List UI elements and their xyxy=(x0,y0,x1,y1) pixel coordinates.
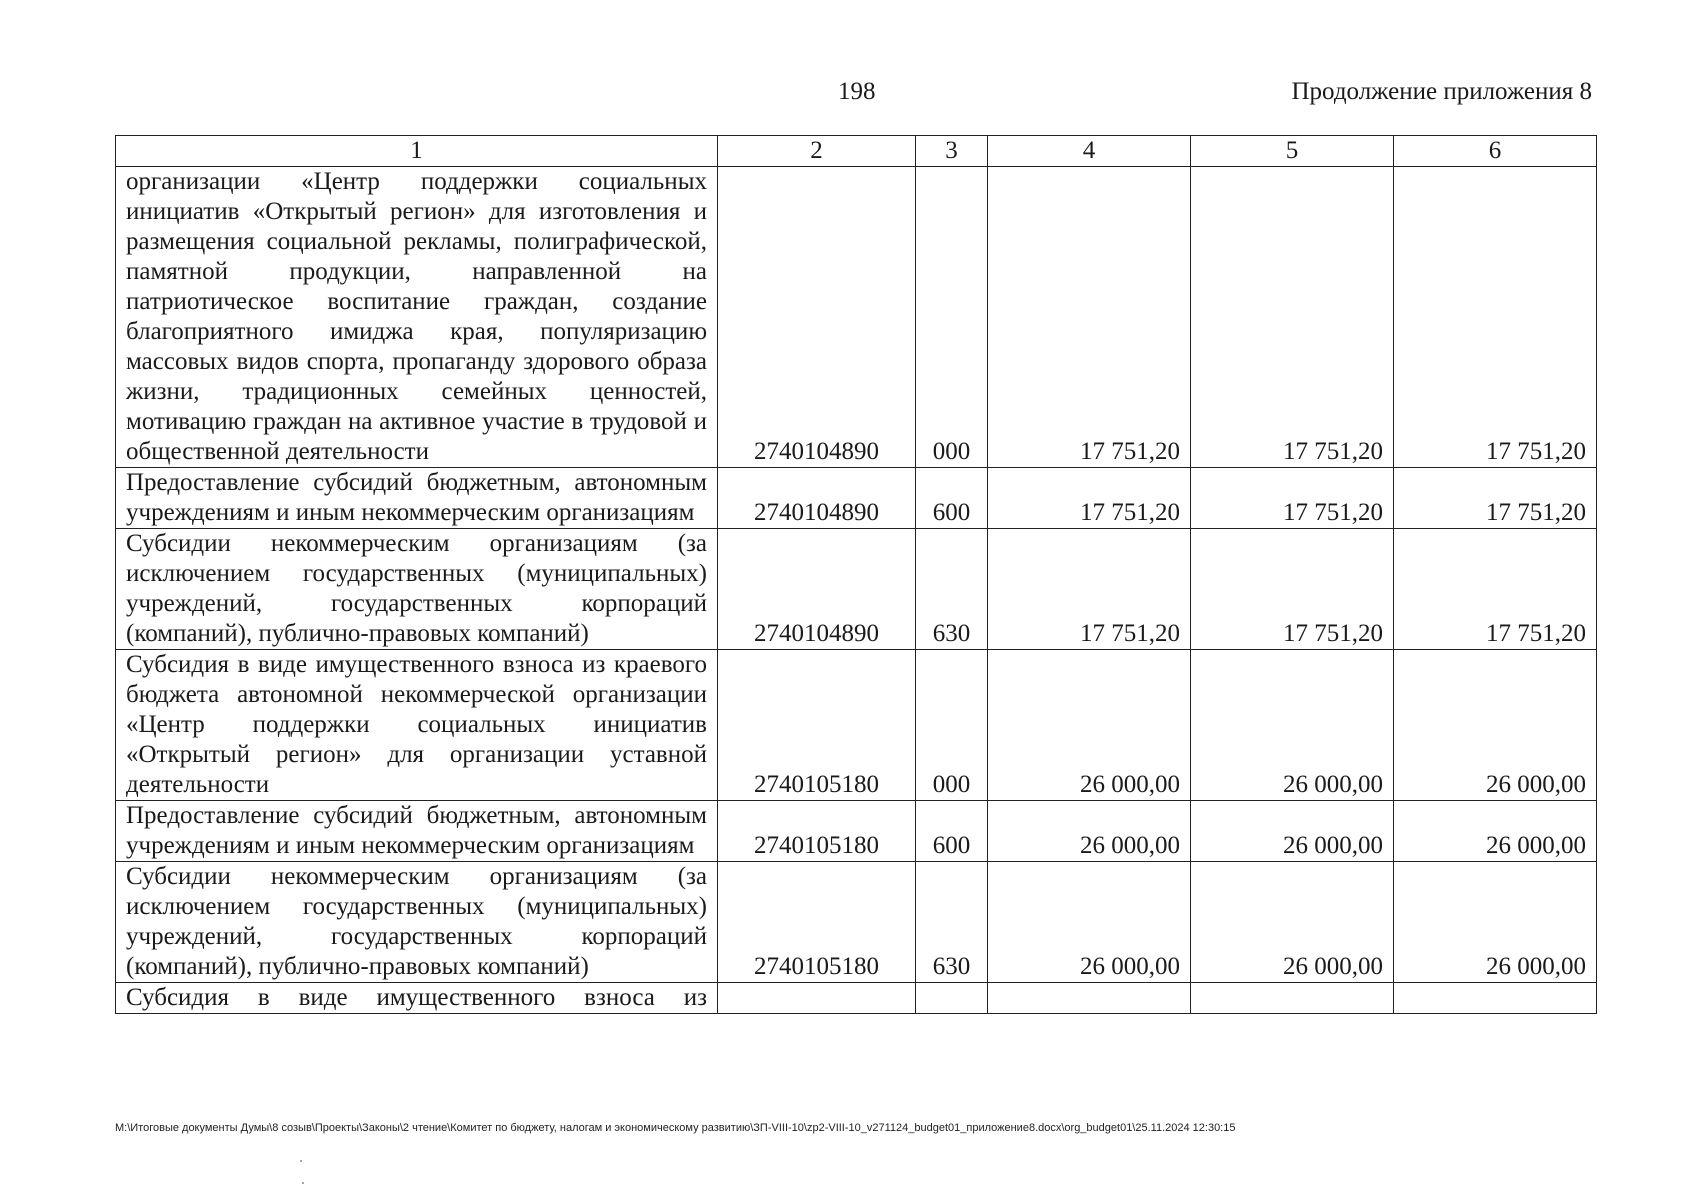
target-article-code: 2740105180 xyxy=(718,801,916,862)
column-header: 1 xyxy=(116,136,718,167)
column-header: 3 xyxy=(916,136,988,167)
expense-type-code: 630 xyxy=(916,529,988,650)
table-row xyxy=(116,167,1597,468)
amount-col-4: 17 751,20 xyxy=(988,468,1191,529)
expense-type-code xyxy=(916,983,988,1014)
table-row xyxy=(116,529,1597,650)
table-header-row xyxy=(116,136,1597,167)
table-row xyxy=(116,468,1597,529)
target-article-code: 2740104890 xyxy=(718,468,916,529)
target-article-code: 2740105180 xyxy=(718,650,916,801)
amount-col-4: 26 000,00 xyxy=(988,650,1191,801)
row-description: Субсидия в виде имущественного взноса из краевого бюджета автономной некоммерческой организации «Центр поддержки социальных инициатив «Открытый регион» для организации уставной деятельности xyxy=(116,650,718,801)
table-row xyxy=(116,650,1597,801)
target-article-code: 2740105180 xyxy=(718,862,916,983)
column-header: 5 xyxy=(1191,136,1394,167)
budget-table xyxy=(115,135,1597,1014)
row-description: Предоставление субсидий бюджетным, автономным учреждениям и иным некоммерческим организациям xyxy=(116,801,718,862)
row-description: Предоставление субсидий бюджетным, автономным учреждениям и иным некоммерческим организациям xyxy=(116,468,718,529)
expense-type-code: 000 xyxy=(916,167,988,468)
amount-col-5: 26 000,00 xyxy=(1191,650,1394,801)
expense-type-code: 600 xyxy=(916,801,988,862)
scan-speck xyxy=(302,1182,304,1184)
amount-col-4: 17 751,20 xyxy=(988,529,1191,650)
amount-col-6: 26 000,00 xyxy=(1394,801,1597,862)
amount-col-4: 17 751,20 xyxy=(988,167,1191,468)
amount-col-5: 17 751,20 xyxy=(1191,167,1394,468)
row-description: Субсидия в виде имущественного взноса из xyxy=(116,983,718,1014)
amount-col-4: 26 000,00 xyxy=(988,801,1191,862)
amount-col-6: 17 751,20 xyxy=(1394,167,1597,468)
amount-col-6: 17 751,20 xyxy=(1394,529,1597,650)
table-row xyxy=(116,862,1597,983)
row-description: Субсидии некоммерческим организациям (за исключением государственных (муниципальных) учреждений, государственных корпораций (компаний), публично-правовых компаний) xyxy=(116,529,718,650)
document-file-path: M:\Итоговые документы Думы\8 созыв\Проекты\Законы\2 чтение\Комитет по бюджету, налогам и экономическому развитию\ЗП-VIII-10\zp2-VIII-10_v271124_budget01_приложение8.docx\org_budget01\25.11.2024 12:30:15 xyxy=(115,1122,1236,1134)
target-article-code: 2740104890 xyxy=(718,167,916,468)
row-description: Субсидии некоммерческим организациям (за исключением государственных (муниципальных) учреждений, государственных корпораций (компаний), публично-правовых компаний) xyxy=(116,862,718,983)
expense-type-code: 000 xyxy=(916,650,988,801)
amount-col-6: 26 000,00 xyxy=(1394,862,1597,983)
amount-col-6 xyxy=(1394,983,1597,1014)
column-header: 6 xyxy=(1394,136,1597,167)
column-header: 4 xyxy=(988,136,1191,167)
row-description: организации «Центр поддержки социальных инициатив «Открытый регион» для изготовления и размещения социальной рекламы, полиграфической, памятной продукции, направленной на патриотическое воспитание граждан, создание благоприятного имиджа края, популяризацию массовых видов спорта, пропаганду здорового образа жизни, традиционных семейных ценностей, мотивацию граждан на активное участие в трудовой и общественной деятельности xyxy=(116,167,718,468)
amount-col-4 xyxy=(988,983,1191,1014)
appendix-continuation-label: Продолжение приложения 8 xyxy=(1291,78,1592,105)
target-article-code xyxy=(718,983,916,1014)
amount-col-5: 26 000,00 xyxy=(1191,862,1394,983)
amount-col-5: 26 000,00 xyxy=(1191,801,1394,862)
amount-col-5: 17 751,20 xyxy=(1191,468,1394,529)
amount-col-6: 26 000,00 xyxy=(1394,650,1597,801)
amount-col-6: 17 751,20 xyxy=(1394,468,1597,529)
table-row xyxy=(116,801,1597,862)
amount-col-5: 17 751,20 xyxy=(1191,529,1394,650)
target-article-code: 2740104890 xyxy=(718,529,916,650)
column-header: 2 xyxy=(718,136,916,167)
amount-col-4: 26 000,00 xyxy=(988,862,1191,983)
amount-col-5 xyxy=(1191,983,1394,1014)
expense-type-code: 600 xyxy=(916,468,988,529)
table-row xyxy=(116,983,1597,1014)
scan-speck xyxy=(300,1160,302,1162)
expense-type-code: 630 xyxy=(916,862,988,983)
page-number: 198 xyxy=(838,78,876,105)
